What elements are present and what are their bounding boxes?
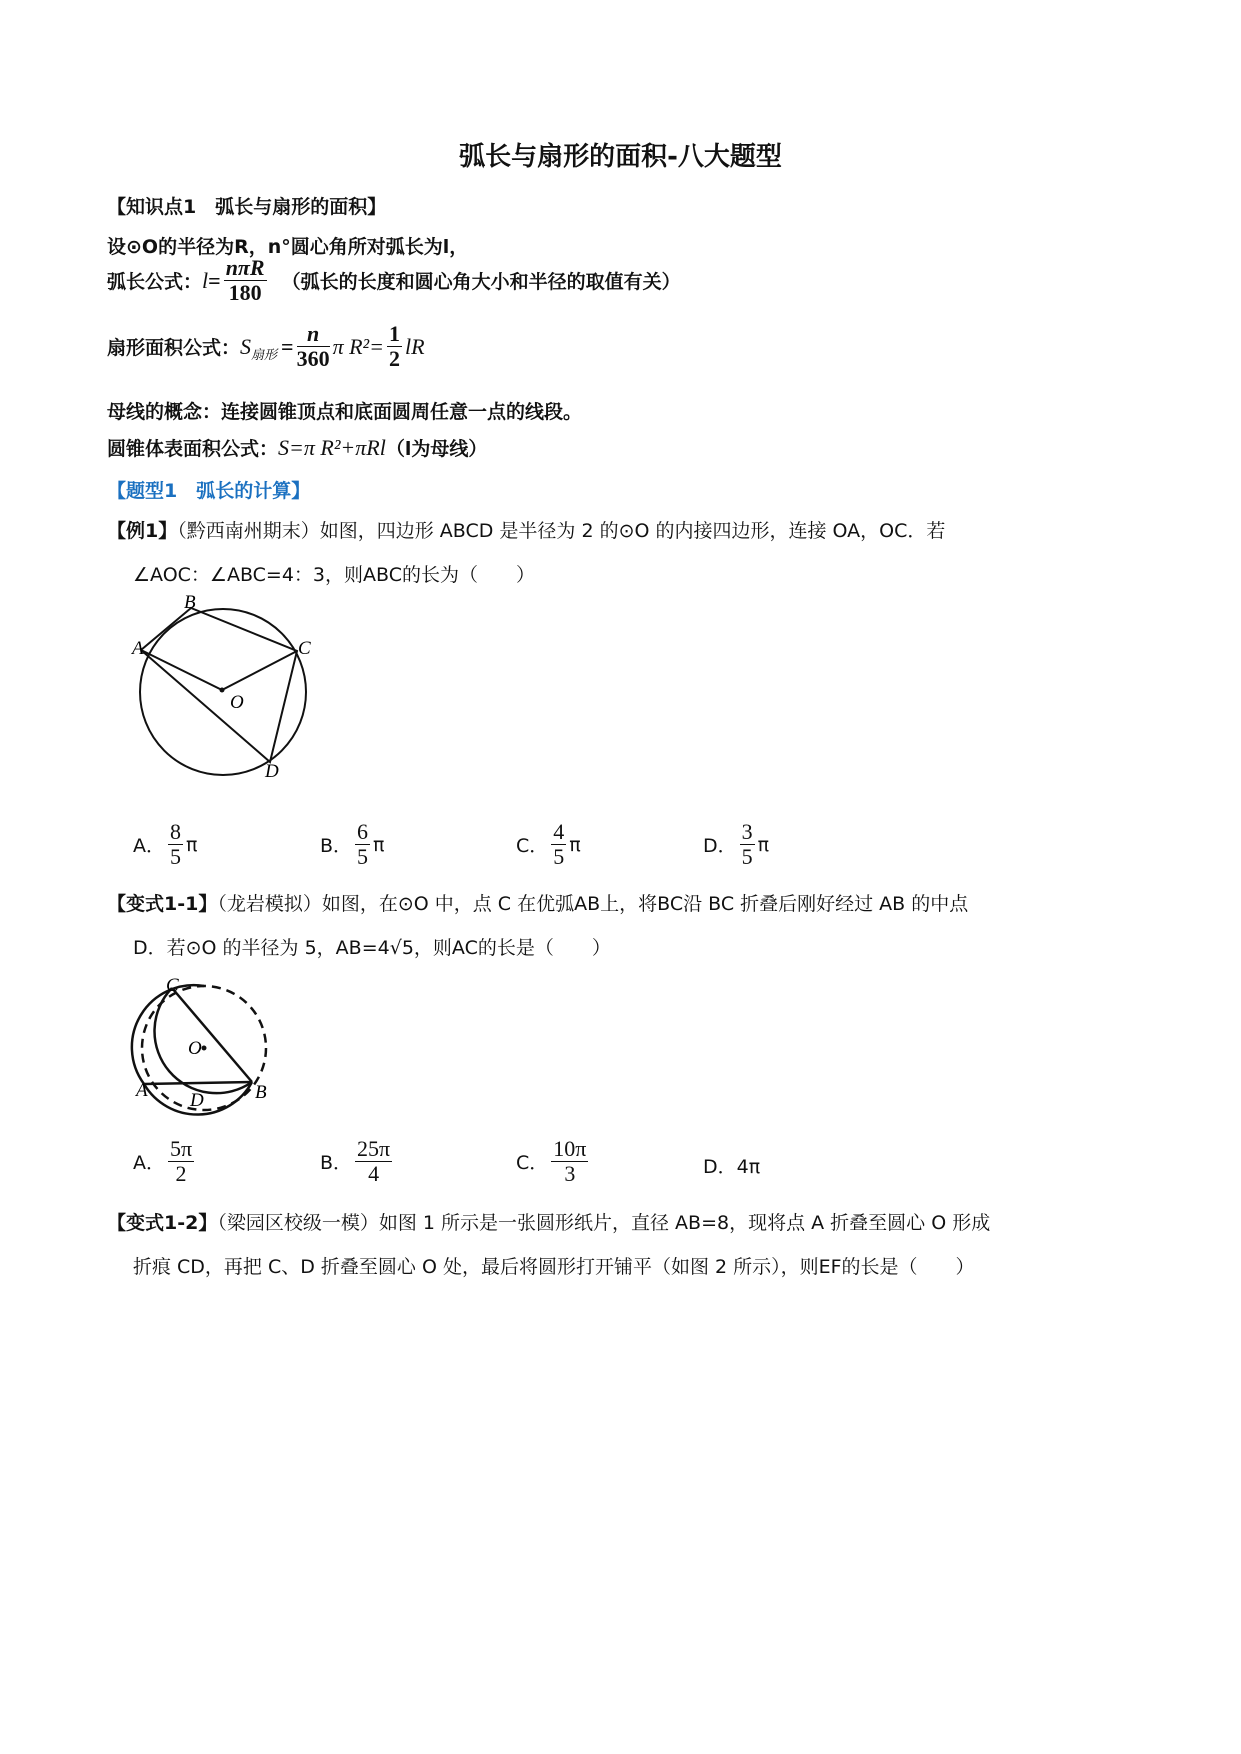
sector-area-formula: 扇形面积公式： S 扇形 = $\frac{n}{360}$ π R²= $\frac{1}{2}$ lR <box>107 321 425 372</box>
example1-option-a[interactable]: A． $\frac{8}{5}$ π <box>133 819 198 870</box>
label-b: B <box>184 592 196 613</box>
example1-option-d[interactable]: D． $\frac{3}{5}$ π <box>703 819 770 870</box>
knowledge-heading: 【知识点1 弧长与扇形的面积】 <box>107 196 387 218</box>
label-a: A <box>136 1080 148 1101</box>
example1-option-c[interactable]: C． $\frac{4}{5}$ π <box>516 819 581 870</box>
variant11-figure <box>128 968 288 1118</box>
example1-figure <box>120 590 340 790</box>
label-d: D <box>190 1090 204 1111</box>
arc-note: （弧长的长度和圆心角大小和半径的取值有关） <box>281 271 681 294</box>
label-c: C <box>166 975 179 996</box>
sector-label: 扇形面积公式： <box>107 337 241 360</box>
knowledge-setup: 设⊙O的半径为R，n°圆心角所对弧长为l， <box>107 236 469 258</box>
variant11-line1: 【变式1-1】（龙岩模拟）如图，在⊙O 中，点 C 在优弧AB上，将BC沿 BC 折叠后刚好经过 AB 的中点 <box>107 893 969 915</box>
variant11-line2: D．若⊙O 的半径为 5，AB=4√5，则AC的长是（ ） <box>133 937 611 959</box>
label-a: A <box>132 638 144 659</box>
variant12-line2: 折痕 CD，再把 C、D 折叠至圆心 O 处，最后将圆形打开铺平（如图 2 所示），则EF的长是（ ） <box>133 1256 975 1278</box>
variant11-option-c[interactable]: C． $\frac{10\pi}{3}$ <box>516 1136 587 1187</box>
generatrix-definition: 母线的概念：连接圆锥顶点和底面圆周任意一点的线段。 <box>107 401 583 423</box>
variant11-option-d[interactable]: D．4π <box>703 1156 761 1178</box>
center-point <box>220 688 225 693</box>
arc-fraction: $\frac{\text{nπR}}{180}$ <box>225 255 265 306</box>
chord-bc <box>172 988 252 1082</box>
arc-label: 弧长公式： <box>107 271 203 294</box>
label-o: O <box>230 692 244 713</box>
arc-l: l <box>202 267 209 293</box>
quadrilateral-abcd <box>141 608 297 762</box>
chord-ab <box>144 1082 252 1084</box>
label-c: C <box>298 638 311 659</box>
arc-length-formula: 弧长公式： l = $\frac{\text{nπR}}{180}$ （弧长的长度和圆心角大小和半径的取值有关） <box>107 255 681 306</box>
example1-option-b[interactable]: B． $\frac{6}{5}$ π <box>320 819 385 870</box>
example1-line1: 【例1】（黔西南州期末）如图，四边形 ABCD 是半径为 2 的⊙O 的内接四边形，连接 OA，OC．若 <box>107 520 946 542</box>
center-point <box>202 1046 207 1051</box>
page-title: 弧长与扇形的面积-八大题型 <box>459 142 782 172</box>
variant11-option-a[interactable]: A． $\frac{5\pi}{2}$ <box>133 1136 193 1187</box>
label-d: D <box>265 761 279 782</box>
variant11-option-b[interactable]: B． $\frac{25\pi}{4}$ <box>320 1136 391 1187</box>
example1-line2: ∠AOC：∠ABC=4：3，则ABC的长为（ ） <box>133 564 535 586</box>
cone-area-formula: 圆锥体表面积公式： S=π R²+πRl （l为母线） <box>107 434 488 460</box>
folded-arc <box>155 988 252 1093</box>
type1-heading: 【题型1 弧长的计算】 <box>107 480 311 502</box>
variant12-line1: 【变式1-2】（梁园区校级一模）如图 1 所示是一张圆形纸片，直径 AB=8，现将点 A 折叠至圆心 O 形成 <box>107 1212 991 1234</box>
label-o: O <box>188 1038 202 1059</box>
label-b: B <box>255 1082 267 1103</box>
